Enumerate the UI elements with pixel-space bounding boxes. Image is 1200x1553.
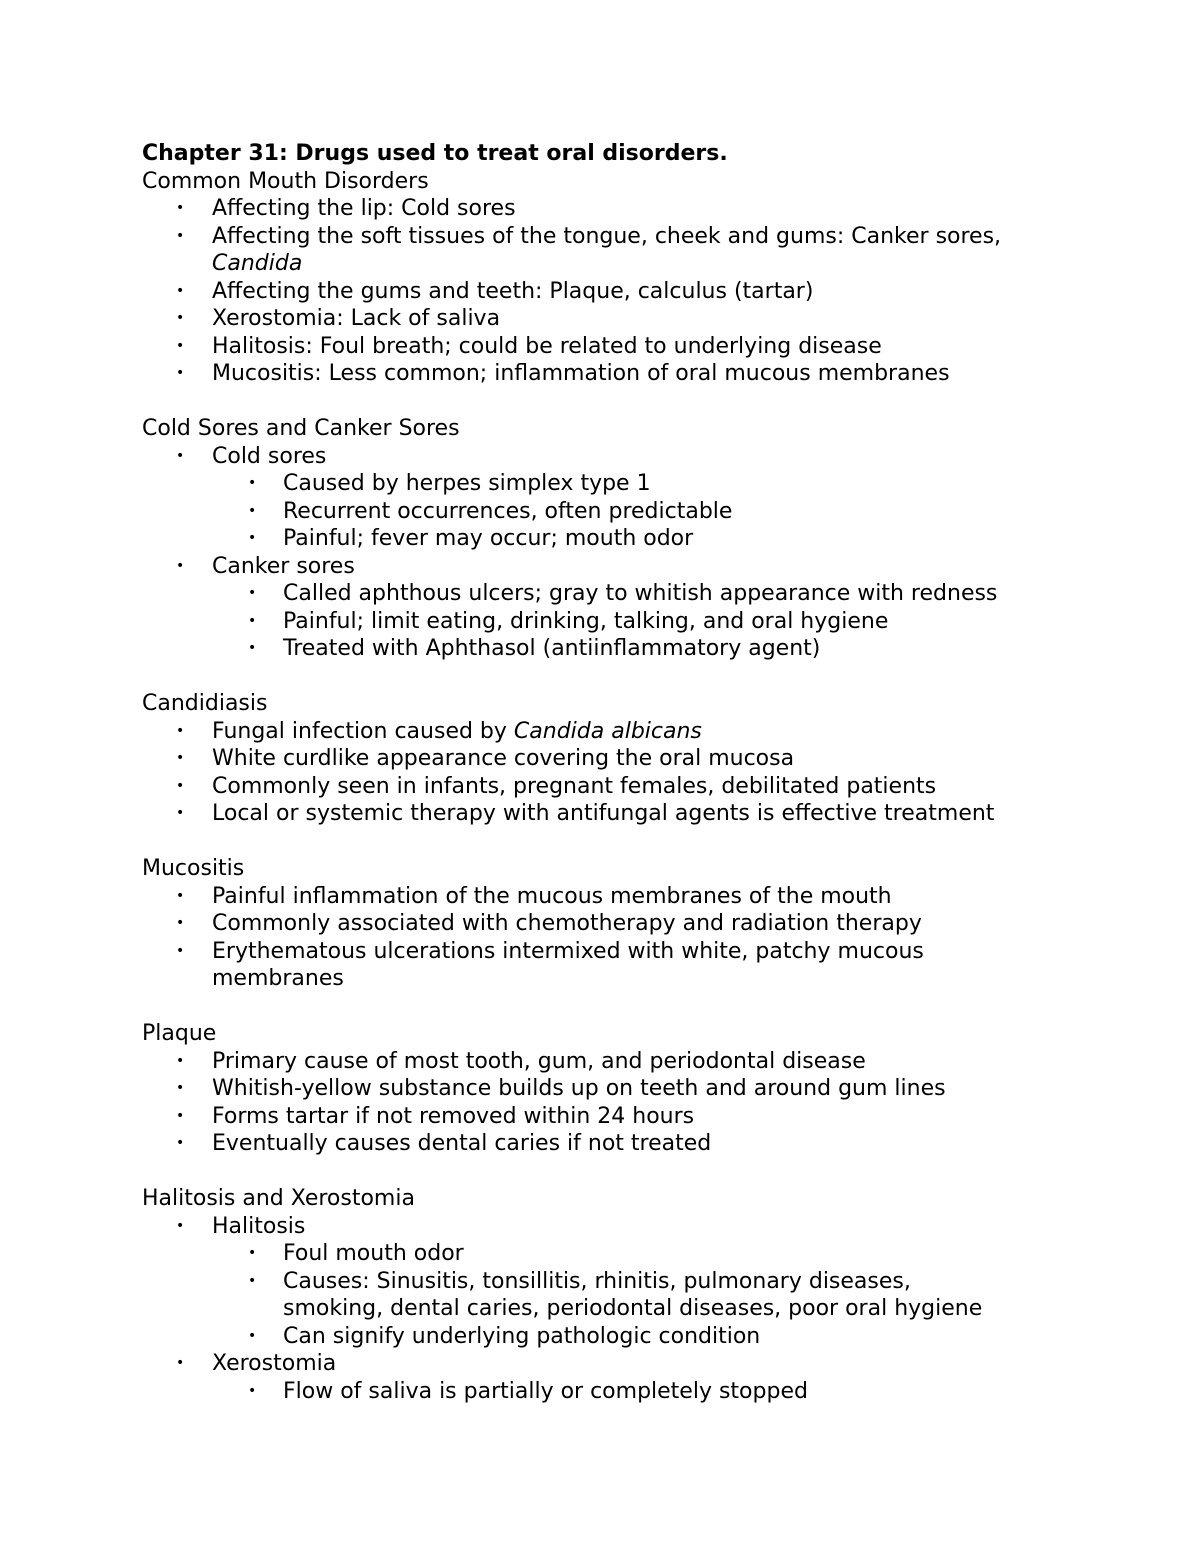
list-item: • Halitosis [142,1213,1082,1241]
sub-list-item: • Can signify underlying pathologic condition [142,1323,1082,1351]
document-body [142,140,1082,1405]
sub-list-item: • Caused by herpes simplex type 1 [142,470,1082,498]
list-item: • Canker sores [142,553,1082,581]
sub-list-item: • Flow of saliva is partially or completely stopped [142,1378,1082,1406]
list-item: • Xerostomia: Lack of saliva [142,305,1082,333]
list-item [142,718,1082,746]
section-heading-sores: Cold Sores and Canker Sores [142,416,460,441]
section-heading-mucositis: Mucositis [142,856,245,881]
list-item-continuation: membranes [212,966,344,991]
list-item: • Xerostomia [142,1350,1082,1378]
list-item: • Erythematous ulcerations intermixed with white, patchy mucous [142,938,1082,966]
italic-term: Candida [212,251,303,276]
section-heading-halitosis: Halitosis and Xerostomia [142,1186,415,1211]
list-item: • Halitosis: Foul breath; could be related to underlying disease [142,333,1082,361]
list-item: • Primary cause of most tooth, gum, and periodontal disease [142,1048,1082,1076]
sub-list-item: • Called aphthous ulcers; gray to whitish appearance with redness [142,580,1082,608]
list-item: • Mucositis: Less common; inflammation of oral mucous membranes [142,360,1082,388]
list-item: • Affecting the lip: Cold sores [142,195,1082,223]
sub-list-item-continuation: smoking, dental caries, periodontal diseases, poor oral hygiene [283,1296,983,1321]
list-item-text: Fungal infection caused by [212,718,514,744]
list-item-continuation [142,250,1082,278]
list-item: • Affecting the gums and teeth: Plaque, calculus (tartar) [142,278,1082,306]
sub-list-item: • Causes: Sinusitis, tonsillitis, rhinitis, pulmonary diseases, [142,1268,1082,1296]
sub-list-item: • Painful; fever may occur; mouth odor [142,525,1082,553]
italic-term: Candida albicans [513,718,702,744]
list-item: • Commonly associated with chemotherapy and radiation therapy [142,910,1082,938]
list-item: • Commonly seen in infants, pregnant females, debilitated patients [142,773,1082,801]
list-item: • Cold sores [142,443,1082,471]
sub-list-item: • Treated with Aphthasol (antiinflammatory agent) [142,635,1082,663]
page-title: Chapter 31: Drugs used to treat oral disorders. [142,141,728,166]
list-item: • Painful inflammation of the mucous membranes of the mouth [142,883,1082,911]
list-item: • Affecting the soft tissues of the tongue, cheek and gums: Canker sores, [142,223,1082,251]
sub-list-item: • Foul mouth odor [142,1240,1082,1268]
section-heading-common: Common Mouth Disorders [142,168,429,194]
section-heading-candidiasis: Candidiasis [142,691,268,716]
list-item: • Whitish-yellow substance builds up on teeth and around gum lines [142,1075,1082,1103]
list-item: • Eventually causes dental caries if not treated [142,1130,1082,1158]
sub-list-item: • Recurrent occurrences, often predictable [142,498,1082,526]
list-item: • Forms tartar if not removed within 24 hours [142,1103,1082,1131]
list-item: • White curdlike appearance covering the oral mucosa [142,745,1082,773]
section-heading-plaque: Plaque [142,1021,217,1046]
list-item: • Local or systemic therapy with antifungal agents is effective treatment [142,800,1082,828]
sub-list-item: • Painful; limit eating, drinking, talking, and oral hygiene [142,608,1082,636]
